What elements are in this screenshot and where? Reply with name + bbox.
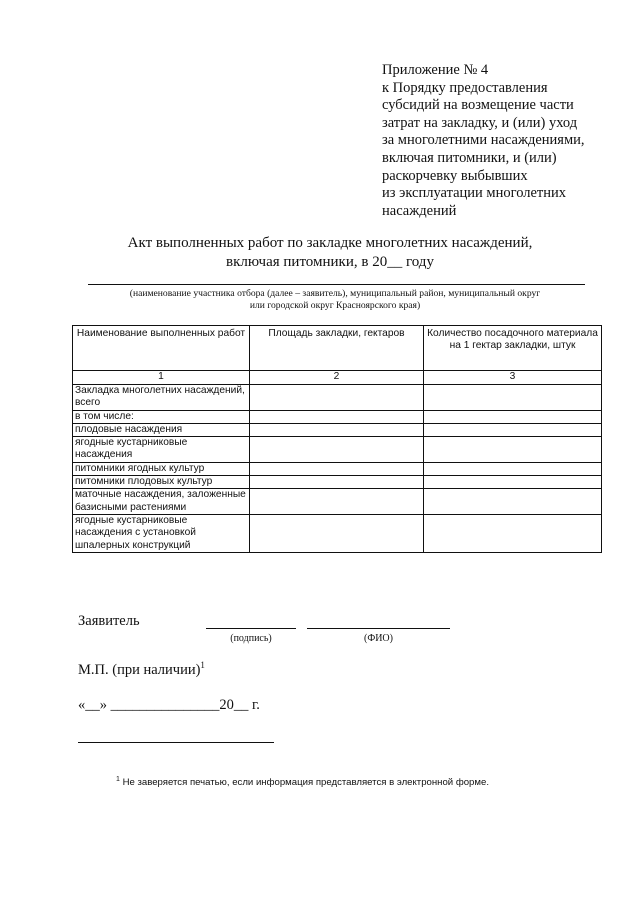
row-label: ягодные кустарниковые насаждения с установкой шпалерных конструкций	[73, 514, 250, 552]
footnote-mark: 1	[116, 776, 120, 783]
table-header-row	[73, 326, 602, 371]
appendix-line: затрат на закладку, и (или) уход	[382, 114, 578, 131]
quantity-cell[interactable]	[424, 410, 602, 423]
table-row	[73, 462, 602, 475]
quantity-cell[interactable]	[424, 385, 602, 411]
act-title	[80, 234, 580, 272]
row-label: в том числе:	[73, 410, 250, 423]
table-row	[73, 437, 602, 463]
full-name-caption: (ФИО)	[363, 633, 393, 644]
table-row	[73, 489, 602, 515]
appendix-line: за многолетними насаждениями,	[382, 132, 585, 149]
row-label: маточные насаждения, заложенные базисными растениями	[73, 489, 250, 515]
footnote-separator	[78, 742, 274, 743]
appendix-line: Приложение № 4	[382, 62, 489, 78]
table-row	[73, 476, 602, 489]
table-row	[73, 423, 602, 436]
appendix-line: к Порядку предоставления	[382, 79, 548, 96]
table-row	[73, 385, 602, 411]
appendix-line: из эксплуатации многолетних	[382, 185, 567, 202]
row-label: плодовые насаждения	[73, 423, 250, 436]
header-quantity: Количество посадочного материала на 1 гектар закладки, штук	[424, 326, 602, 371]
appendix-line: включая питомники, и (или)	[382, 149, 557, 166]
act-title-line-1: Акт выполненных работ по закладке многолетних насаждений,	[127, 235, 533, 251]
row-label: ягодные кустарниковые насаждения	[73, 437, 250, 463]
area-cell[interactable]	[250, 410, 424, 423]
date-line[interactable]: «__» _______________20__ г.	[78, 697, 260, 713]
footnote	[116, 776, 536, 788]
area-cell[interactable]	[250, 489, 424, 515]
area-cell[interactable]	[250, 514, 424, 552]
quantity-cell[interactable]	[424, 423, 602, 436]
quantity-cell[interactable]	[424, 489, 602, 515]
applicant-name-line	[88, 284, 585, 285]
stamp-placeholder	[78, 660, 205, 679]
row-label: Закладка многолетних насаждений, всего	[73, 385, 250, 411]
row-label: питомники ягодных культур	[73, 462, 250, 475]
area-cell[interactable]	[250, 385, 424, 411]
row-label: питомники плодовых культур	[73, 476, 250, 489]
signer-label: Заявитель	[78, 613, 140, 629]
footnote-reference: 1	[200, 660, 205, 670]
signature-caption: (подпись)	[230, 633, 272, 644]
quantity-cell[interactable]	[424, 476, 602, 489]
column-number: 3	[424, 371, 602, 385]
header-area: Площадь закладки, гектаров	[250, 326, 424, 371]
column-number: 1	[73, 371, 250, 385]
works-table	[72, 325, 602, 553]
column-number-row	[73, 371, 602, 385]
applicant-caption-line-1: (наименование участника отбора (далее – заявитель), муниципальный район, муниципальный округ	[129, 288, 541, 299]
stamp-text: М.П. (при наличии)	[78, 661, 201, 678]
area-cell[interactable]	[250, 476, 424, 489]
signature-line[interactable]	[206, 628, 296, 629]
appendix-line: насаждений	[382, 202, 457, 219]
quantity-cell[interactable]	[424, 514, 602, 552]
column-number: 2	[250, 371, 424, 385]
quantity-cell[interactable]	[424, 437, 602, 463]
footnote-text: Не заверяется печатью, если информация представляется в электронной форме.	[119, 777, 489, 789]
appendix-line: субсидий на возмещение части	[382, 97, 574, 114]
header-works: Наименование выполненных работ	[73, 326, 250, 371]
table-row	[73, 410, 602, 423]
table-row	[73, 514, 602, 552]
full-name-line[interactable]	[307, 628, 450, 629]
area-cell[interactable]	[250, 423, 424, 436]
appendix-line: раскорчевку выбывших	[382, 167, 528, 184]
quantity-cell[interactable]	[424, 462, 602, 475]
applicant-caption	[80, 288, 590, 312]
appendix-block	[382, 62, 622, 220]
area-cell[interactable]	[250, 437, 424, 463]
applicant-caption-line-2: или городской округ Красноярского края)	[249, 300, 421, 311]
area-cell[interactable]	[250, 462, 424, 475]
act-title-line-2: включая питомники, в 20__ году	[226, 254, 434, 270]
